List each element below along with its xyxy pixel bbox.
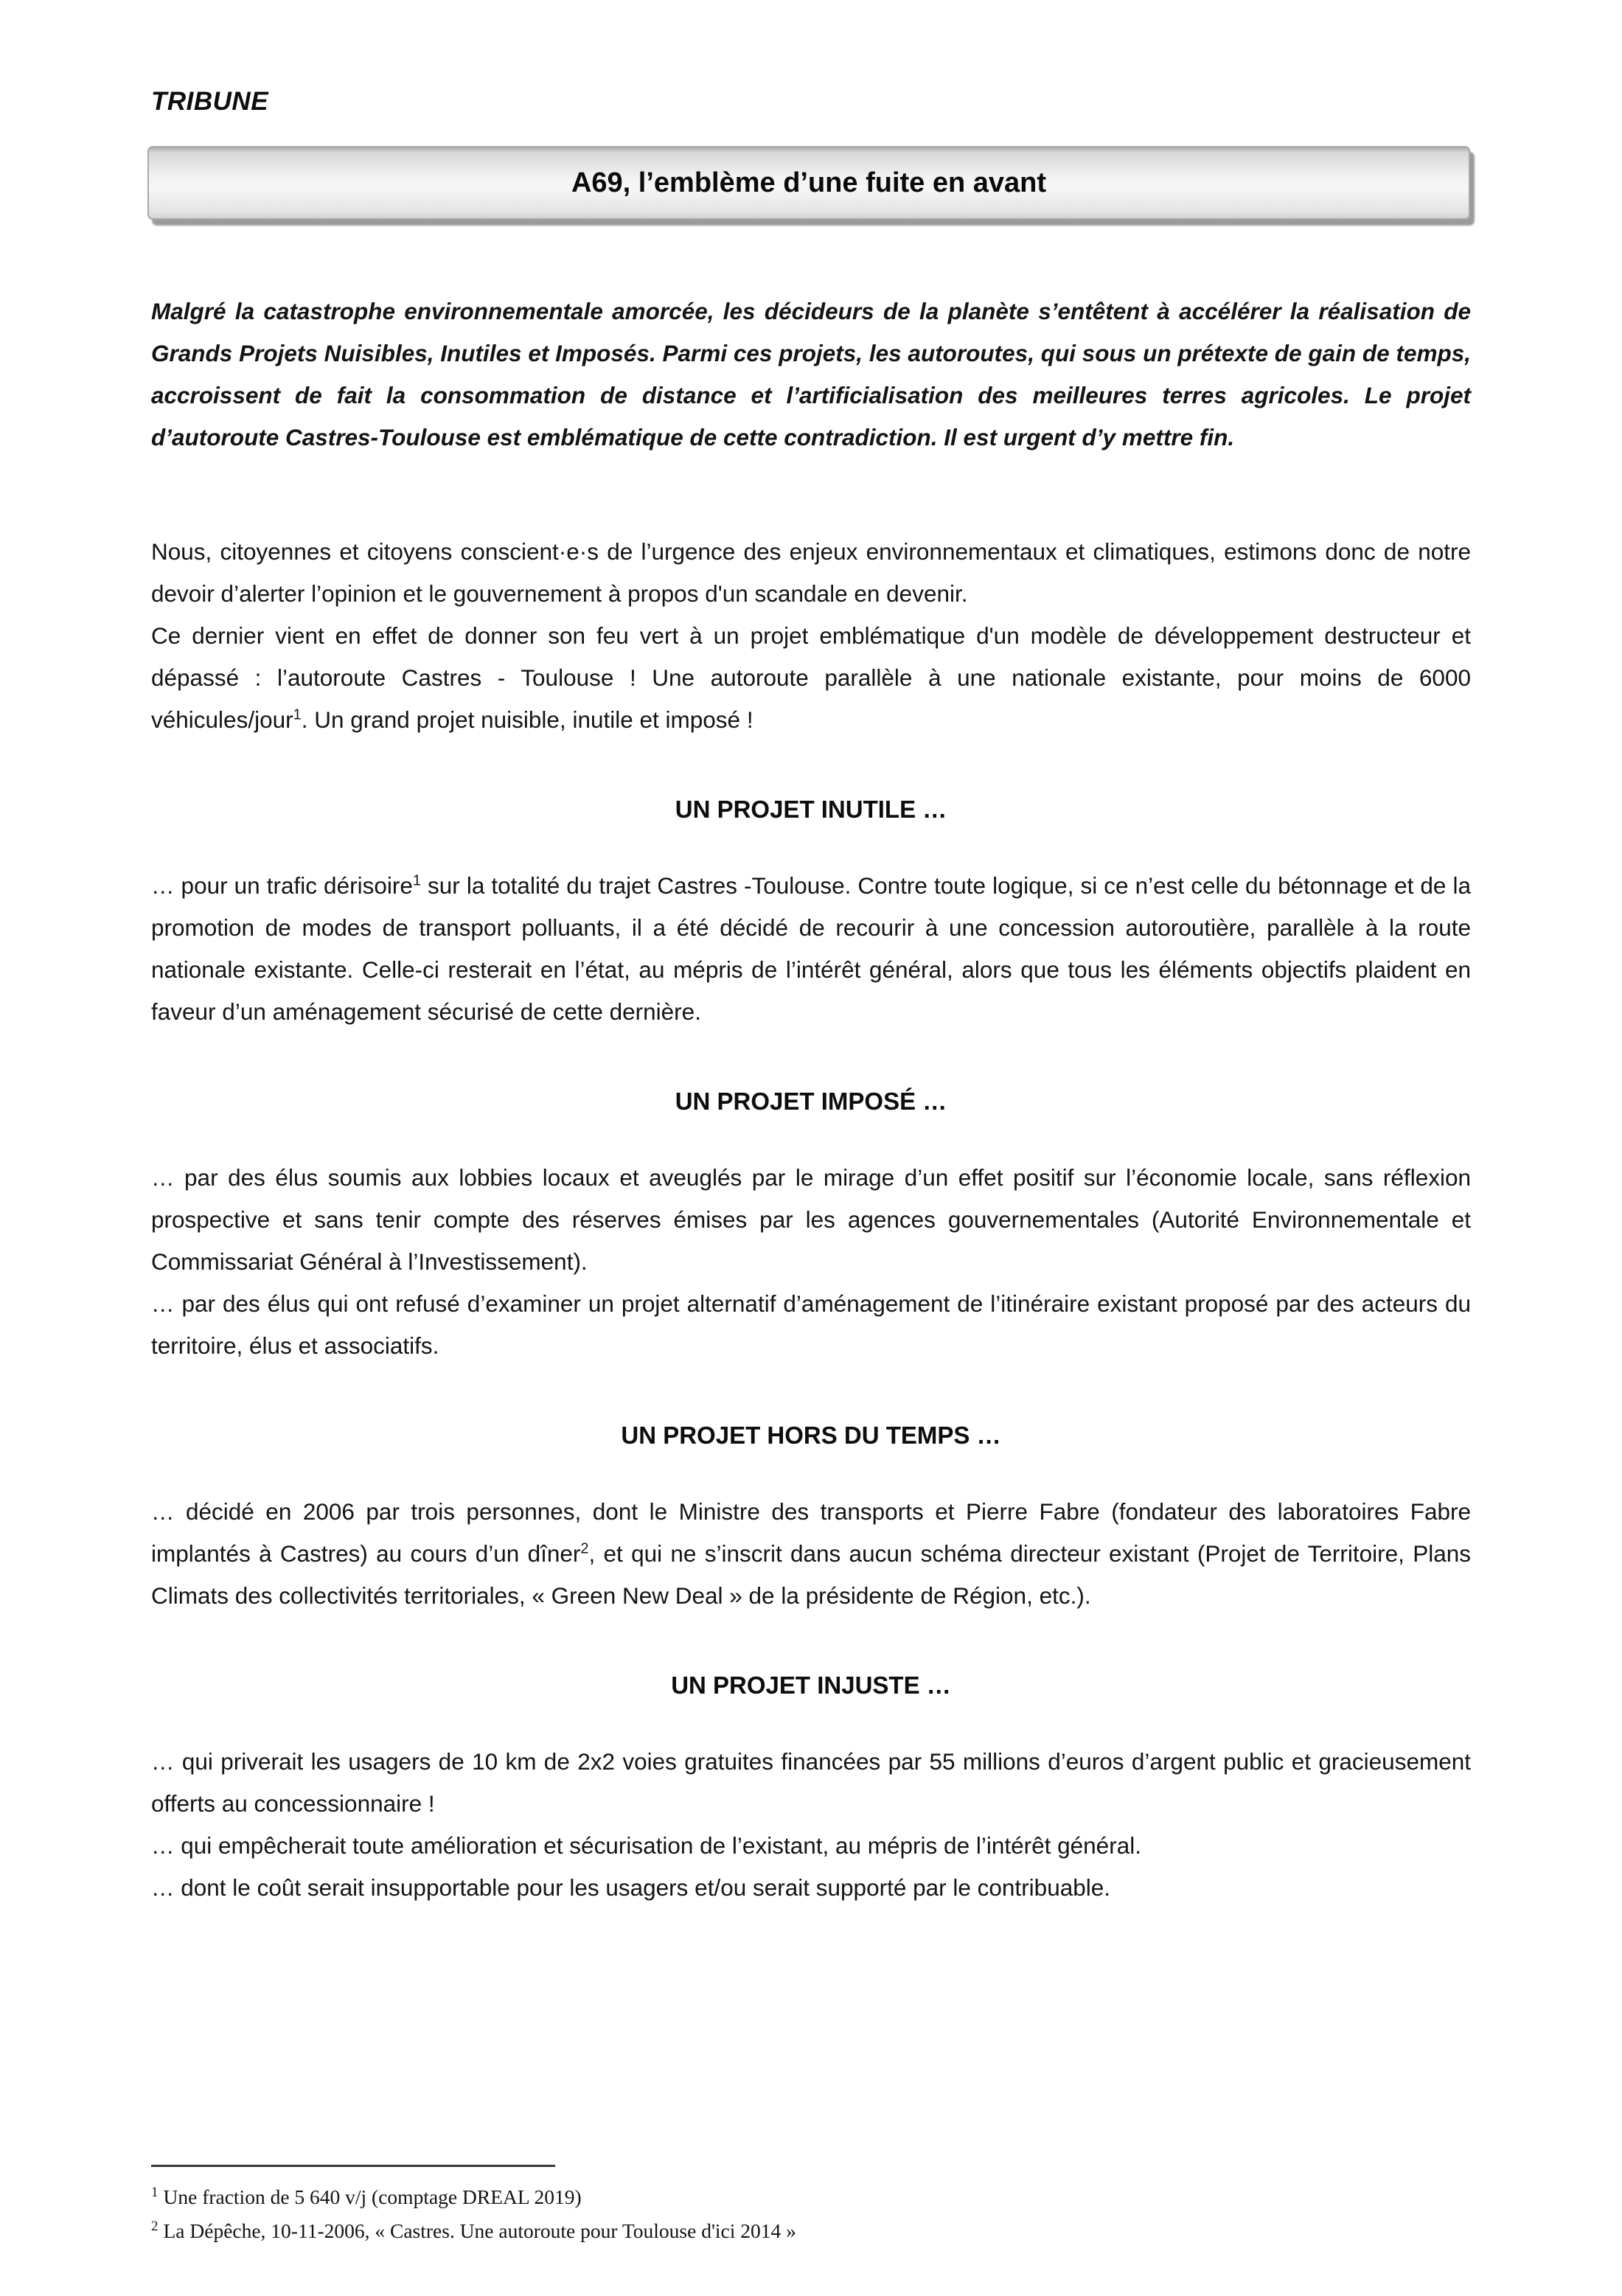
section-heading-inutile: UN PROJET INUTILE … bbox=[675, 796, 947, 823]
paragraph-text: Nous, citoyennes et citoyens conscient·e·s de l’urgence des enjeux environnementaux et climatiques, estimons donc de notre devoir d’alerter l’opinion et le gouvernement à propos d'un scandale en devenir. bbox=[151, 538, 1471, 607]
footnotes-block bbox=[151, 2165, 1471, 2248]
document-kicker: TRIBUNE bbox=[151, 87, 269, 116]
hors-du-temps-paragraph bbox=[151, 1491, 1471, 1617]
title-banner bbox=[147, 146, 1470, 220]
footnote-separator bbox=[151, 2165, 555, 2167]
footnote-marker: 1 bbox=[293, 706, 302, 723]
injuste-paragraph-3 bbox=[151, 1867, 1471, 1909]
paragraph-text: … pour un trafic dérisoire bbox=[151, 872, 413, 899]
footnote-text: Une fraction de 5 640 v/j (comptage DREAL 2019) bbox=[163, 2185, 582, 2208]
paragraph-text: . Un grand projet nuisible, inutile et imposé ! bbox=[301, 706, 753, 733]
paragraph-text: … par des élus soumis aux lobbies locaux et aveuglés par le mirage d’un effet positif sur l’économie locale, sans réflexion prospective et sans tenir compte des réserves émises par les agences gouvernementales (Autorité Environnementale et Commissariat Général à l’Investissement). bbox=[151, 1164, 1471, 1275]
inutile-paragraph bbox=[151, 865, 1471, 1033]
paragraph-text: sur la totalité du trajet Castres -Toulouse. Contre toute logique, si ce n’est celle du bétonnage et de la promotion de modes de transport polluants, il a été décidé de recourir à une concession autoroutière, parallèle à la route nationale existante. Celle-ci resterait en l’état, au mépris de l’intérêt général, alors que tous les éléments objectifs plaident en faveur d’un aménagement sécurisé de cette dernière. bbox=[151, 872, 1471, 1025]
document-title: A69, l’emblème d’une fuite en avant bbox=[571, 167, 1047, 198]
injuste-paragraph-1 bbox=[151, 1741, 1471, 1825]
footnote-number: 2 bbox=[151, 2218, 159, 2234]
injuste-paragraph-2 bbox=[151, 1825, 1471, 1867]
paragraph-text: … qui empêcherait toute amélioration et sécurisation de l’existant, au mépris de l’intérêt général. bbox=[151, 1832, 1141, 1859]
impose-paragraph-1 bbox=[151, 1157, 1471, 1283]
paragraph-text: … par des élus qui ont refusé d’examiner un projet alternatif d’aménagement de l’itinéraire existant proposé par des acteurs du territoire, élus et associatifs. bbox=[151, 1290, 1471, 1359]
footnote-1 bbox=[151, 2180, 1471, 2214]
intro-paragraph-1 bbox=[151, 531, 1471, 615]
section-heading-impose: UN PROJET IMPOSÉ … bbox=[675, 1088, 947, 1115]
footnote-marker: 2 bbox=[580, 1540, 589, 1557]
footnote-text: La Dépêche, 10-11-2006, « Castres. Une autoroute pour Toulouse d'ici 2014 » bbox=[163, 2219, 796, 2242]
impose-paragraph-2 bbox=[151, 1283, 1471, 1367]
paragraph-text: … qui priverait les usagers de 10 km de 2x2 voies gratuites financées par 55 millions d’euros d’argent public et gracieusement offerts au concessionnaire ! bbox=[151, 1748, 1471, 1817]
paragraph-text: , et qui ne s’inscrit dans aucun schéma directeur existant (Projet de Territoire, Plans Climats des collectivités territoriales, « Green New Deal » de la présidente de Région, etc.). bbox=[151, 1540, 1471, 1609]
intro-paragraph-2 bbox=[151, 615, 1471, 741]
paragraph-text: … dont le coût serait insupportable pour les usagers et/ou serait supporté par le contribuable. bbox=[151, 1874, 1111, 1901]
paragraph-text: … décidé en 2006 par trois personnes, dont le Ministre des transports et Pierre Fabre (fondateur des laboratoires Fabre implantés à Castres) au cours d’un dîner bbox=[151, 1498, 1471, 1567]
paragraph-text: Ce dernier vient en effet de donner son feu vert à un projet emblématique d'un modèle de développement destructeur et dépassé : l’autoroute Castres - Toulouse ! Une autoroute parallèle à une nationale existante, pour moins de 6000 véhicules/jour bbox=[151, 622, 1471, 733]
footnote-marker: 1 bbox=[412, 872, 421, 889]
footnote-number: 1 bbox=[151, 2184, 159, 2200]
section-heading-hors-du-temps: UN PROJET HORS DU TEMPS … bbox=[621, 1422, 1001, 1449]
lede-paragraph: Malgré la catastrophe environnementale amorcée, les décideurs de la planète s’entêtent à accélérer la réalisation de Grands Projets Nuisibles, Inutiles et Imposés. Parmi ces projets, les autoroutes, qui sous un prétexte de gain de temps, accroissent de fait la consommation de distance et l’artificialisation des meilleures terres agricoles. Le projet d’autoroute Castres-Toulouse est emblématique de cette contradiction. Il est urgent d’y mettre fin. bbox=[151, 298, 1471, 450]
footnote-2 bbox=[151, 2214, 1471, 2248]
section-heading-injuste: UN PROJET INJUSTE … bbox=[671, 1671, 951, 1699]
